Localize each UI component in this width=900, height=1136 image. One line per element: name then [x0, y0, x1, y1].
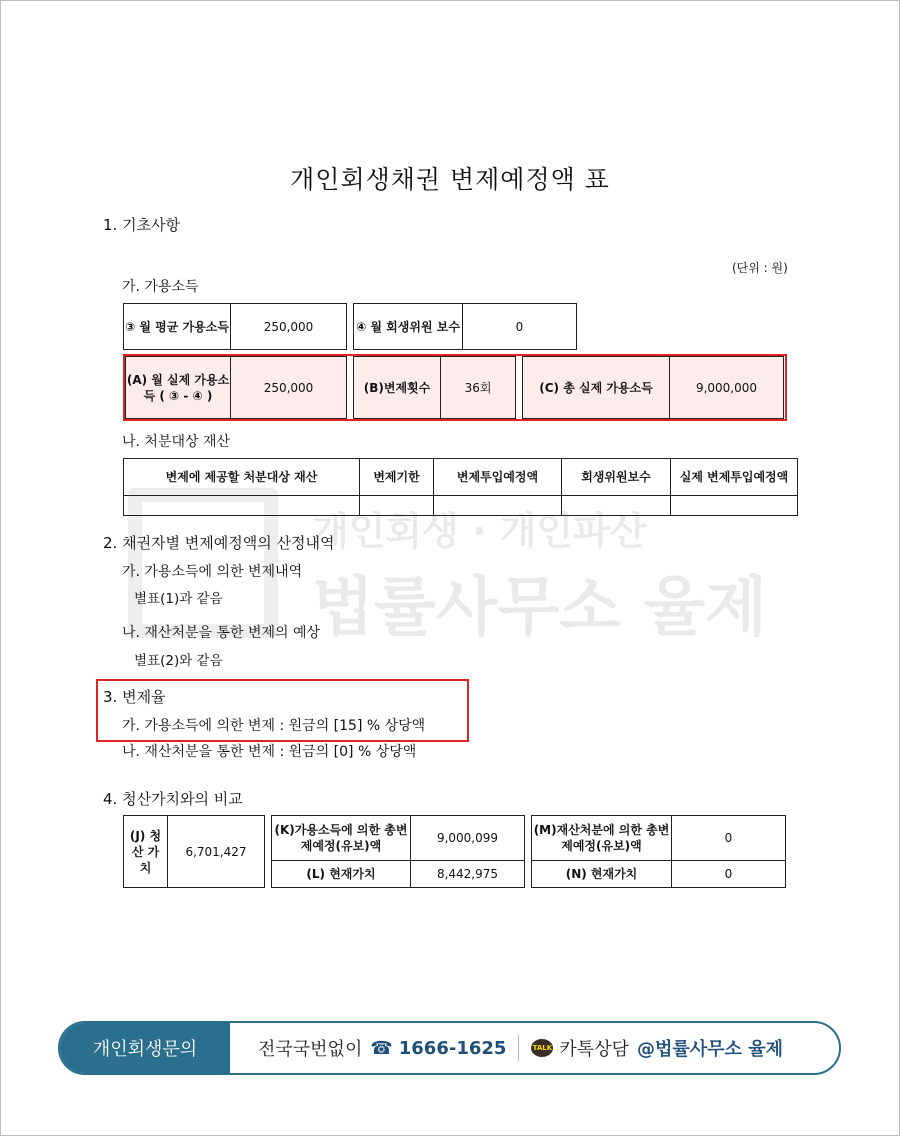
kakaotalk-icon: TALK [531, 1039, 553, 1057]
m-total-label: (M)재산처분에 의한 총변제예정(유보)액 [531, 815, 672, 861]
m-total-value: 0 [671, 815, 786, 861]
assets-cell-empty [670, 495, 798, 516]
section1-sub-a: 가. 가용소득 [122, 279, 199, 295]
phone-number[interactable]: 1666-1625 [398, 1037, 507, 1059]
assets-header-actual: 실제 변제투입예정액 [670, 458, 798, 496]
actual-income-value: 250,000 [230, 356, 347, 419]
section2-b: 나. 재산처분을 통한 변제의 예상 [122, 625, 321, 641]
assets-cell-empty [359, 495, 434, 516]
kakao-id[interactable]: @법률사무소 율제 [636, 1039, 783, 1060]
l-present-value-label: (L) 현재가치 [271, 860, 411, 888]
unit-label: (단위 : 원) [732, 261, 788, 275]
highlight-box-income [123, 354, 787, 421]
assets-cell-empty [433, 495, 562, 516]
section3-b: 나. 재산처분을 통한 변제 : 원금의 [0] % 상당액 [122, 744, 417, 760]
nationwide-label: 전국국번없이 [258, 1039, 363, 1060]
assets-header-trustee-fee: 회생위원보수 [561, 458, 671, 496]
assets-header-planned: 변제투입예정액 [433, 458, 562, 496]
monthly-avg-income-label: ③ 월 평균 가용소득 [123, 303, 231, 350]
section1-sub-b: 나. 처분대상 재산 [122, 434, 231, 450]
kakao-label: 카톡상담 [559, 1039, 629, 1060]
liquidation-value-label: (J) 청산 가치 [123, 815, 168, 888]
repayment-count-label: (B)변제횟수 [353, 356, 441, 419]
repayment-count-value: 36회 [440, 356, 516, 419]
banner-left-label: 개인회생문의 [60, 1023, 230, 1073]
assets-cell-empty [123, 495, 360, 516]
n-present-value: 0 [671, 860, 786, 888]
trustee-fee-value: 0 [462, 303, 577, 350]
highlight-box-rate [96, 679, 469, 742]
assets-header-asset: 변제에 제공할 처분대상 재산 [123, 458, 360, 496]
contact-banner[interactable] [58, 1021, 841, 1075]
watermark-line1: 개인회생 · 개인파산 [312, 509, 647, 553]
assets-header-deadline: 변제기한 [359, 458, 434, 496]
k-total-value: 9,000,099 [410, 815, 525, 861]
section3-heading: 3. 변제율 [103, 688, 166, 706]
document-title: 개인회생채권 변제예정액 표 [290, 165, 610, 194]
liquidation-value: 6,701,427 [167, 815, 265, 888]
section1-heading: 1. 기초사항 [103, 216, 181, 234]
n-present-value-label: (N) 현재가치 [531, 860, 672, 888]
trustee-fee-label: ④ 월 회생위원 보수 [353, 303, 463, 350]
section2-heading: 2. 채권자별 변제예정액의 산정내역 [103, 534, 335, 552]
banner-contact-info [258, 1023, 783, 1073]
k-total-label: (K)가용소득에 의한 총변제예정(유보)액 [271, 815, 411, 861]
watermark-line2: 법률사무소 율제 [312, 571, 768, 645]
assets-cell-empty [561, 495, 671, 516]
section2-a-detail: 별표(1)과 같음 [134, 591, 223, 607]
l-present-value: 8,442,975 [410, 860, 525, 888]
total-income-label: (C) 총 실제 가용소득 [522, 356, 670, 419]
section3-a: 가. 가용소득에 의한 변제 : 원금의 [15] % 상당액 [122, 718, 426, 734]
divider [518, 1035, 519, 1061]
actual-income-label: (A) 월 실제 가용소득 ( ③ - ④ ) [125, 356, 231, 419]
section4-heading: 4. 청산가치와의 비교 [103, 790, 243, 808]
section2-a: 가. 가용소득에 의한 변제내역 [122, 564, 303, 580]
section2-b-detail: 별표(2)와 같음 [134, 653, 223, 669]
monthly-avg-income-value: 250,000 [230, 303, 347, 350]
total-income-value: 9,000,000 [669, 356, 784, 419]
phone-icon: ☎ [370, 1037, 393, 1059]
